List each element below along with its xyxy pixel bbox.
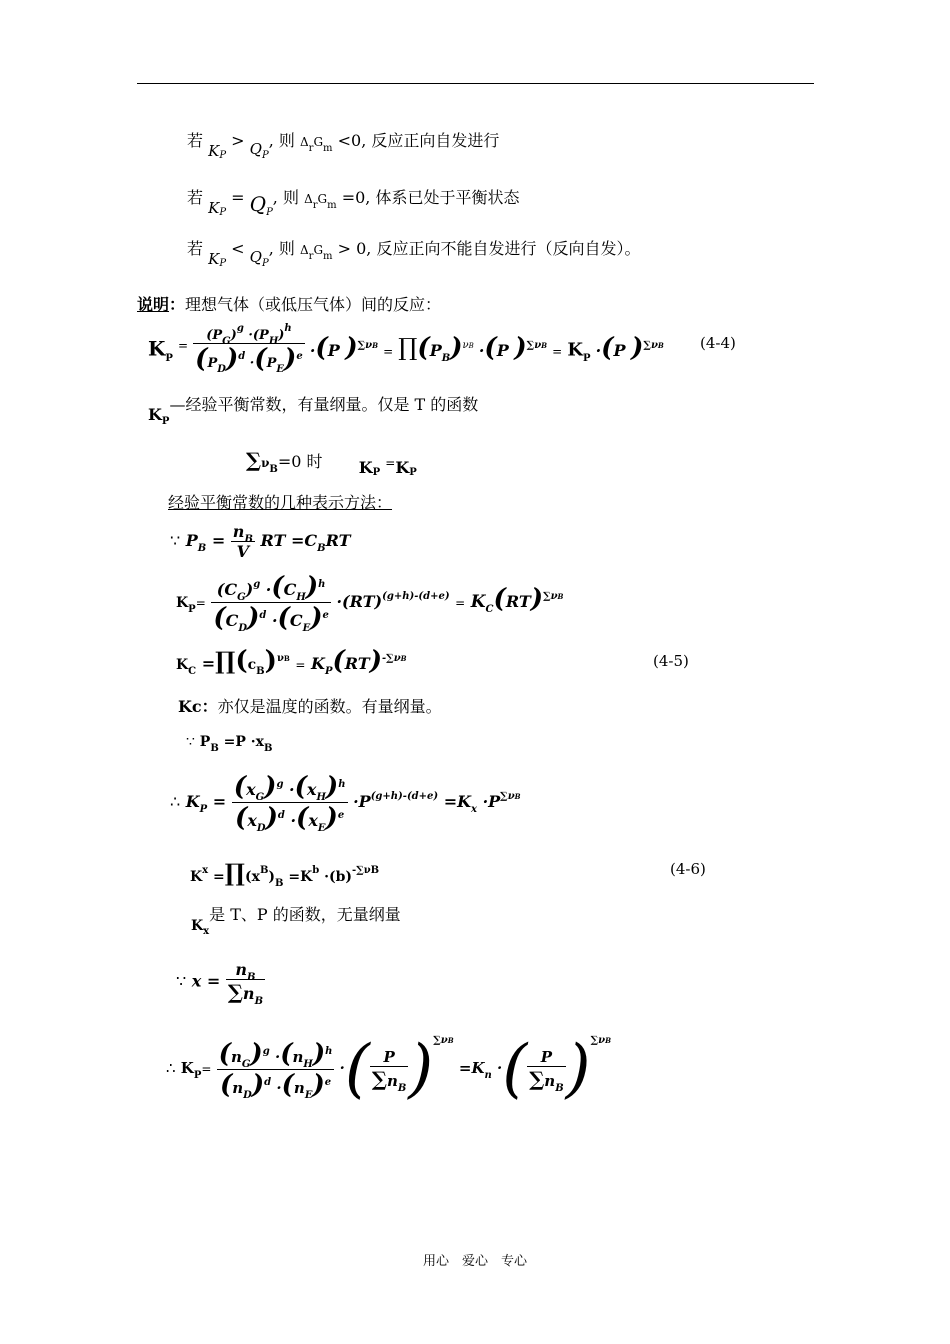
condition-line-2: 若 $K_P = Q_P$, 则 $\Delta_rG_m =0$, 体系已处于平衡状态: [187, 188, 520, 218]
header-rule: [137, 83, 814, 84]
equation-number-4-6: (4-6): [670, 860, 706, 878]
kx-description: $K_x$是 T、P 的函数，无量纲量: [191, 905, 401, 937]
fraction-4-4: $\frac{(P_G)^g \cdot(P_H)^h}{(P_D)^d \cdot(P_E)^e}$: [195, 323, 303, 375]
kp-description: $K_P—$经验平衡常数，有量纲量。仅是 T 的函数: [148, 395, 479, 427]
kp-moles-equation: ∴ $K_P=$ $\frac{(n_G)^g \cdot(n_H)^h}{(n_D)^d \cdot(n_E)^e}$ ·( $\frac{P}{\sum n_B}$ )$^{\sum\nu B} =K_n$ ·( $\frac{P}{\sum n_B}$ )$^{\sum\nu B}$: [166, 1032, 612, 1106]
note-line: 说明：理想气体（或低压气体）间的反应：: [137, 295, 442, 314]
kc-description: Kc：亦仅是温度的函数。有量纲量。: [178, 697, 442, 716]
page-footer: 用心 爱心 专心: [422, 1254, 527, 1269]
equation-4-4: $K_P$ = $\frac{(P_G)^g \cdot(P_H)^h}{(P_D)^d \cdot(P_E)^e}$ ·(P )$^{\sum\nu B} = \prod(P_B)^{\nu B} \cdot(P$ )$^{\sum\nu B} = K_P \cdot(P$ )$^{\sum\nu B}$: [148, 323, 664, 375]
pb-equation: ∵ $P_B$ = $\frac{n_B}{V}$ RT $=C_BRT$: [170, 522, 351, 561]
equation-number-4-4: (4-4): [700, 334, 736, 352]
condition-line-1: 若 $K_P > Q_P$, 则 $\Delta_rG_m <0$, 反应正向自发进行: [187, 131, 500, 161]
pb-mole-fraction: ∵ $P_B =P \cdot x_B$: [186, 734, 273, 754]
kp-concentration-equation: $K_P=$ $\frac{(C_G)^g \cdot(C_H)^h}{(C_D)^d \cdot(C_E)^e}$ $\cdot(RT)^{(g+h)-(d+e)} = K_C(RT)^{\sum\nu B}$: [176, 572, 564, 634]
mole-fraction-definition: ∵ x = $\frac{n_B}{\sum n_B}$: [176, 960, 264, 1007]
kp-mole-fraction-equation: ∴ $K_P$ = $\frac{(x_G)^g \cdot(x_H)^h}{(x_D)^d \cdot(x_E)^e}$ $\cdot P^{(g+h)-(d+e)} =K_x \cdot P^{\sum\nu B}$: [170, 772, 521, 834]
equation-number-4-5: (4-5): [653, 652, 689, 670]
sum-zero-line: $\sum\nu_B=0$ 时 $K_P =K_P$: [246, 448, 417, 478]
kc-equation: $K_C$ $=\prod(c_B)^{\nu B} = K_P(RT)^{-\sum\nu B}$: [176, 646, 407, 677]
condition-line-3: 若 $K_P < Q_P$, 则 $\Delta_rG_m > 0$, 反应正向不能自发进行（反向自发）。: [187, 239, 641, 269]
methods-title: 经验平衡常数的几种表示方法：: [168, 493, 393, 512]
kx-equation: $K^x$ $=\prod(x^B)_B =K^b \cdot(b)^{-\sum\nu B}$: [190, 858, 380, 889]
